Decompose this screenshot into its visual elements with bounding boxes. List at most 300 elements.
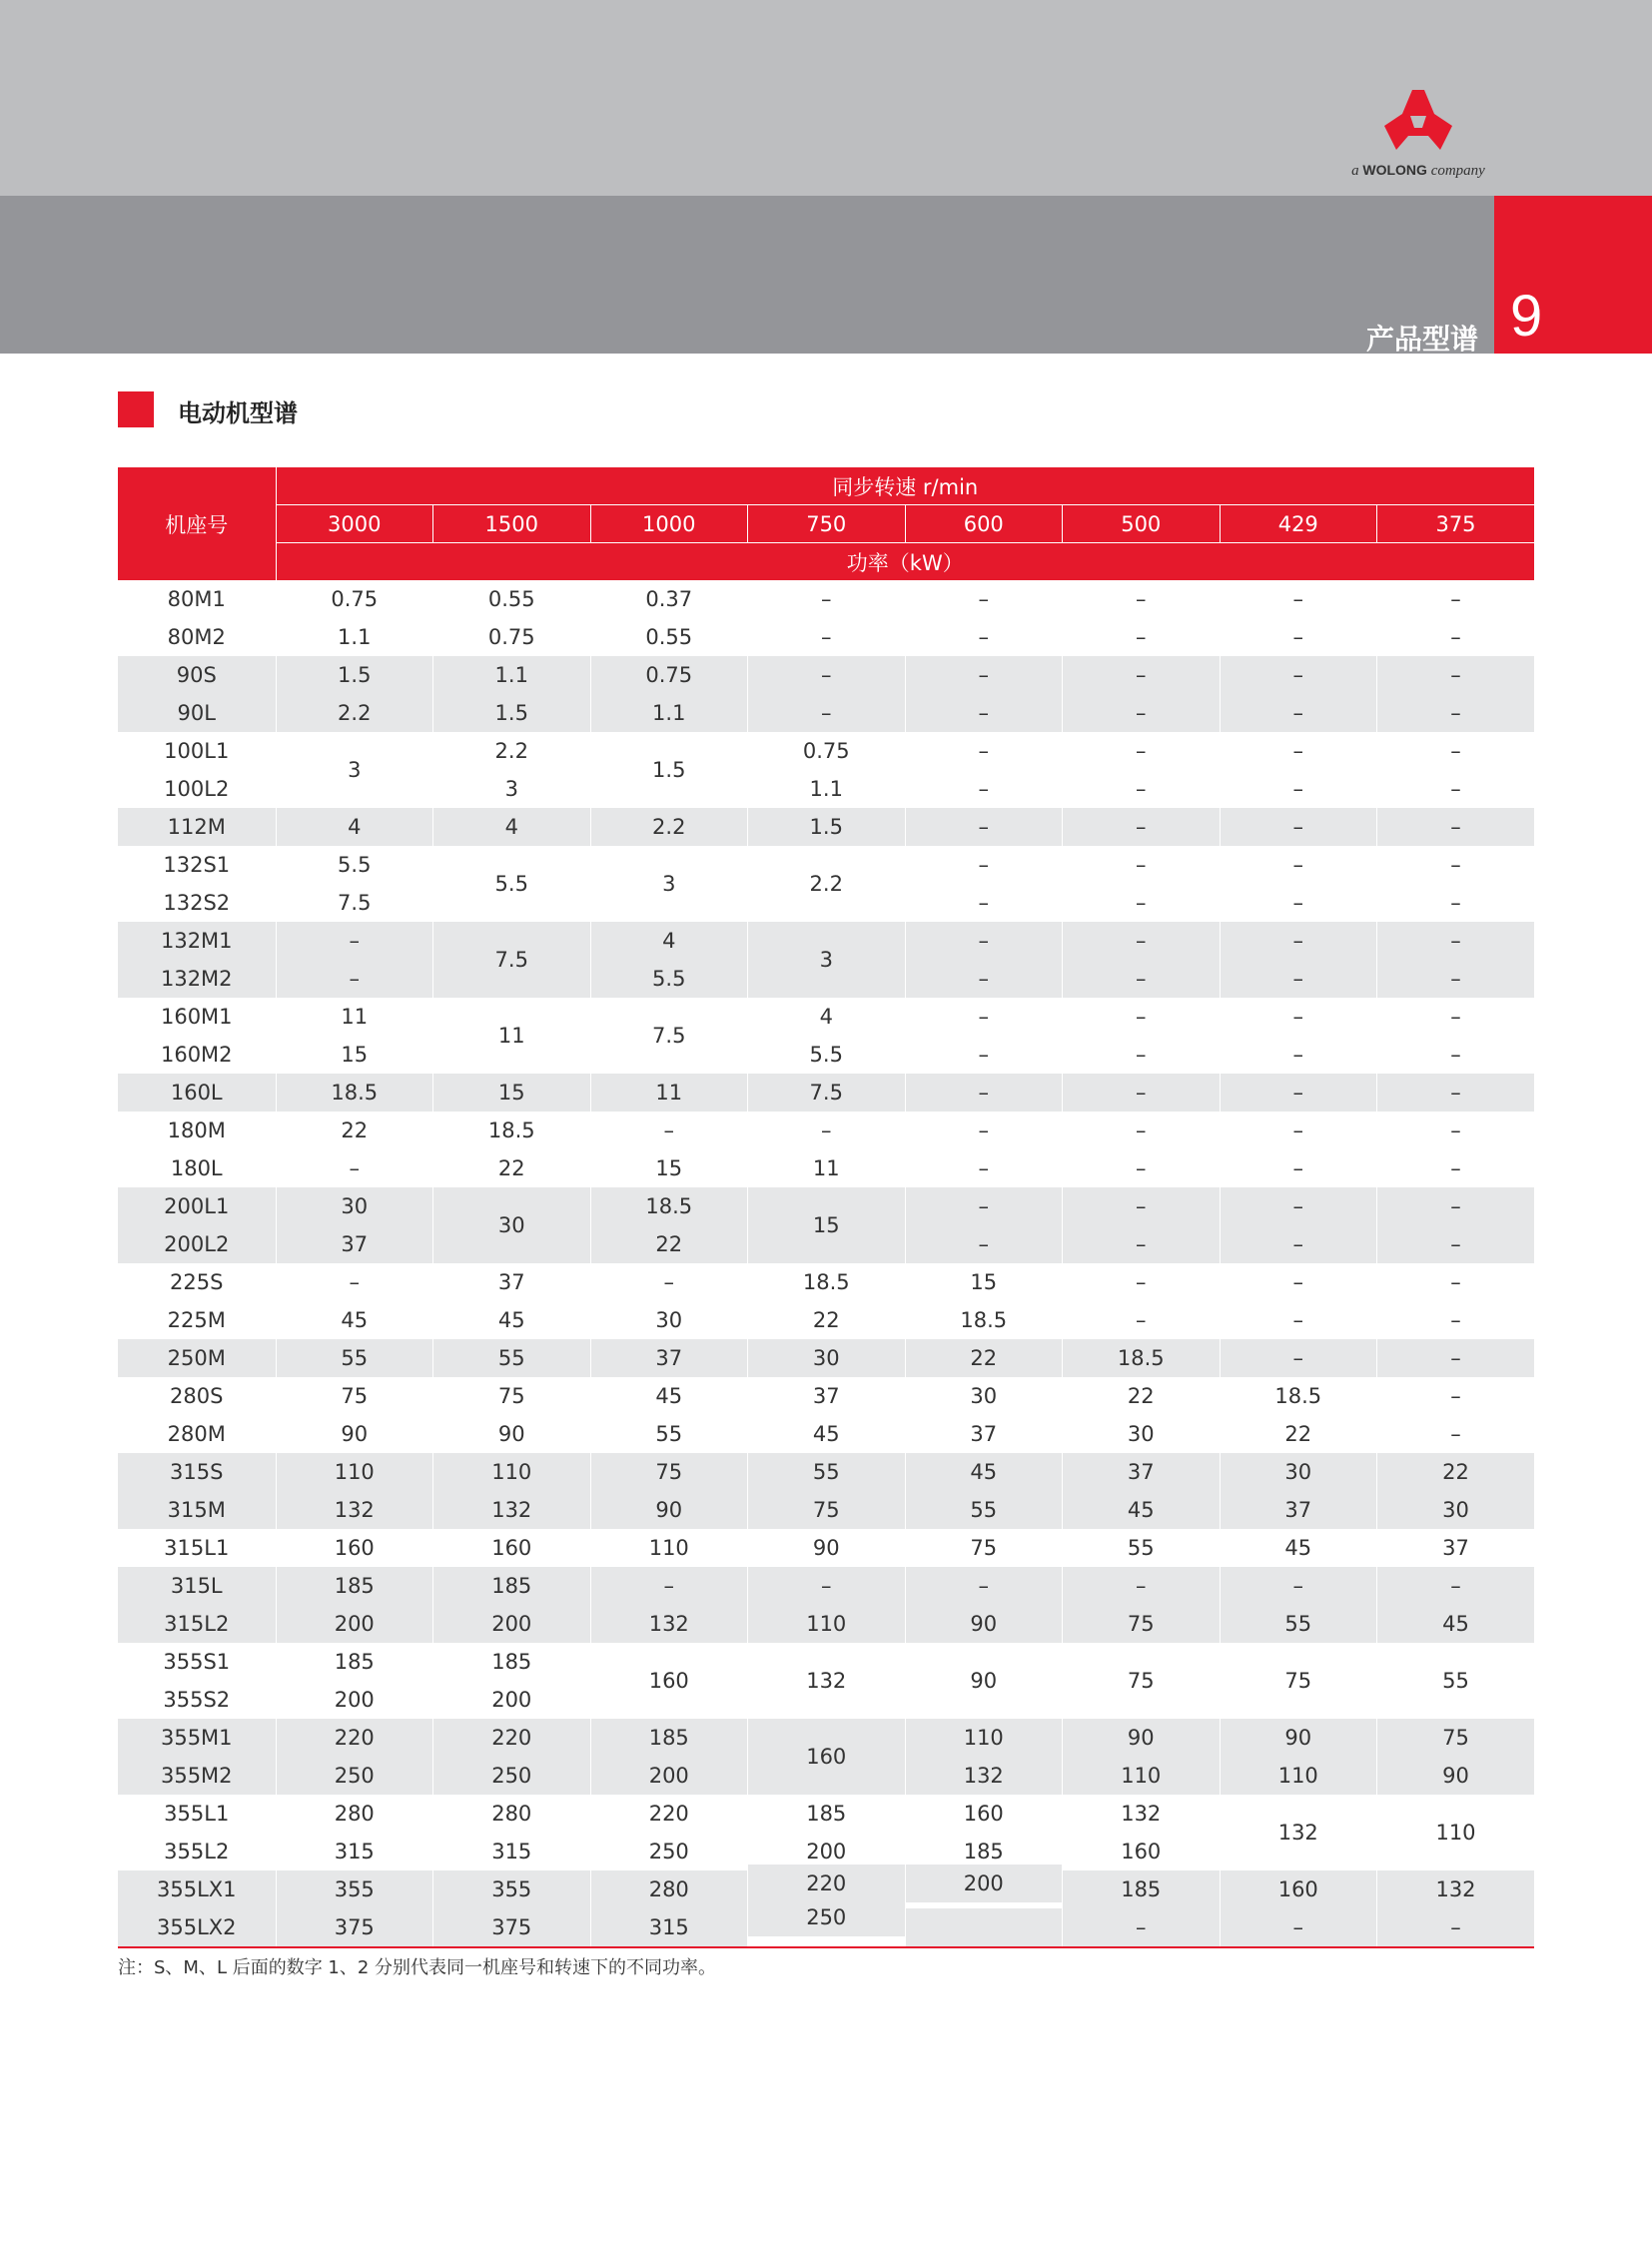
- power-cell: 110: [1377, 1795, 1535, 1870]
- power-cell: –: [1063, 1908, 1221, 1947]
- power-cell: 15: [276, 1036, 433, 1074]
- power-cell: –: [1377, 998, 1535, 1036]
- power-cell: –: [1063, 1149, 1221, 1187]
- frame-cell: 280S: [170, 1384, 224, 1408]
- power-cell: 132: [276, 1491, 433, 1529]
- power-cell: –: [1063, 618, 1221, 656]
- power-cell: –: [1063, 960, 1221, 998]
- power-cell: 110: [1063, 1757, 1221, 1795]
- power-cell: 0.75: [276, 580, 433, 618]
- power-cell: 18.5: [1063, 1339, 1221, 1377]
- power-cell: 160: [905, 1795, 1063, 1833]
- table-row: [118, 1263, 1534, 1301]
- frame-cell: 355S1: [163, 1650, 231, 1674]
- power-cell: 280: [276, 1795, 433, 1833]
- power-cell: 132: [1220, 1795, 1377, 1870]
- power-cell: 11: [590, 1074, 748, 1112]
- power-cell: 2.2: [590, 808, 748, 846]
- power-cell: 22: [276, 1112, 433, 1149]
- power-cell: 45: [905, 1453, 1063, 1491]
- power-cell: –: [748, 580, 906, 618]
- power-cell: 185: [590, 1719, 748, 1757]
- table-row: [118, 1377, 1534, 1415]
- power-cell: 75: [1063, 1605, 1221, 1643]
- frame-cell: 160M2: [160, 1043, 233, 1067]
- power-cell: 110: [905, 1719, 1063, 1757]
- power-cell: –: [1063, 1074, 1221, 1112]
- power-cell: 315: [590, 1908, 748, 1947]
- power-cell: –: [1377, 1225, 1535, 1263]
- power-cell: –: [1377, 808, 1535, 846]
- power-cell: 1.1: [276, 618, 433, 656]
- frame-cell: 315L: [118, 1567, 276, 1605]
- power-cell: 0.37: [590, 580, 748, 618]
- power-cell: 30: [1220, 1453, 1377, 1491]
- power-cell: 22: [433, 1149, 591, 1187]
- power-cell: –: [905, 1112, 1063, 1149]
- power-cell: –: [1377, 1187, 1535, 1225]
- power-cell: 7.5: [276, 884, 433, 922]
- power-cell: –: [1063, 998, 1221, 1036]
- power-cell: 110: [433, 1453, 591, 1491]
- power-cell: 185: [1063, 1870, 1221, 1908]
- power-cell: 18.5: [1220, 1377, 1377, 1415]
- table-note: 注：S、M、L 后面的数字 1、2 分别代表同一机座号和转速下的不同功率。: [118, 1957, 717, 1978]
- frame-cell: 80M2: [167, 625, 226, 649]
- power-cell: 200: [276, 1605, 433, 1643]
- frame-cell: 80M1: [167, 587, 226, 611]
- power-cell: 185: [905, 1833, 1063, 1870]
- power-cell: 220: [433, 1719, 591, 1757]
- table-row: [118, 1453, 1534, 1491]
- power-cell: 15: [590, 1149, 748, 1187]
- power-cell: –: [1220, 1263, 1377, 1301]
- power-cell: 7.5: [590, 998, 748, 1074]
- power-cell: 75: [905, 1529, 1063, 1567]
- frame-cell: 200L2: [118, 1225, 276, 1263]
- power-cell: –: [1377, 1149, 1535, 1187]
- power-cell: 37: [433, 1263, 591, 1301]
- power-cell: 185: [276, 1567, 433, 1605]
- power-cell: 280: [433, 1795, 591, 1833]
- frame-cell: 132S1: [163, 853, 231, 877]
- power-cell: 0.75: [748, 732, 906, 770]
- power-cell: 45: [433, 1301, 591, 1339]
- power-cell: 0.75: [433, 618, 591, 656]
- power-cell: –: [1063, 1036, 1221, 1074]
- power-cell: 75: [433, 1377, 591, 1415]
- table-row: [118, 1567, 1534, 1605]
- power-cell: 315: [276, 1833, 433, 1870]
- power-cell: –: [1220, 960, 1377, 998]
- power-cell: 220: [276, 1719, 433, 1757]
- speed-header: 同步转速 r/min: [276, 467, 1534, 505]
- power-cell: 4: [748, 998, 906, 1036]
- power-cell: 55: [1063, 1529, 1221, 1567]
- power-cell: –: [1220, 1301, 1377, 1339]
- power-cell: –: [1220, 1187, 1377, 1225]
- power-cell: –: [748, 1112, 906, 1149]
- frame-cell: 315L2: [118, 1605, 276, 1643]
- speed-cell: 500: [1063, 505, 1221, 543]
- power-cell: –: [905, 960, 1063, 998]
- power-cell: 185: [276, 1643, 433, 1681]
- power-cell: 22: [748, 1301, 906, 1339]
- power-cell: –: [1063, 1301, 1221, 1339]
- wolong-emblem-icon: [1382, 86, 1454, 156]
- power-cell: –: [1220, 694, 1377, 732]
- power-cell: –: [276, 1263, 433, 1301]
- power-cell: –: [590, 1567, 748, 1605]
- power-cell: 0.55: [433, 580, 591, 618]
- power-cell: 30: [590, 1301, 748, 1339]
- frame-cell: 100L1: [164, 739, 230, 763]
- power-cell: –: [1377, 960, 1535, 998]
- power-cell: 75: [1063, 1643, 1221, 1719]
- power-cell: 250: [433, 1757, 591, 1795]
- frame-cell: 132M2: [118, 960, 276, 998]
- power-cell: 3: [276, 732, 433, 808]
- power-cell: 1.5: [433, 694, 591, 732]
- power-cell: 75: [276, 1377, 433, 1415]
- power-cell: 75: [590, 1453, 748, 1491]
- power-cell: –: [1063, 770, 1221, 808]
- power-cell: 4: [433, 808, 591, 846]
- power-cell: 220: [590, 1795, 748, 1833]
- power-cell: 185: [433, 1643, 591, 1681]
- power-cell: 375: [276, 1908, 433, 1947]
- speed-cell: 600: [905, 505, 1063, 543]
- power-cell: –: [1063, 846, 1221, 884]
- power-cell: 1.1: [433, 656, 591, 694]
- power-cell: 30: [276, 1187, 433, 1225]
- power-cell: 160: [748, 1719, 906, 1795]
- power-cell: 55: [748, 1453, 906, 1491]
- power-cell: –: [1377, 656, 1535, 694]
- power-cell: 2.2: [276, 694, 433, 732]
- power-cell: 15: [748, 1187, 906, 1263]
- power-cell: 160: [433, 1529, 591, 1567]
- power-cell: 22: [1377, 1453, 1535, 1491]
- power-cell: 5.5: [590, 960, 748, 998]
- power-cell: –: [276, 960, 433, 998]
- frame-cell: 100L2: [164, 777, 230, 801]
- power-cell: –: [1220, 1908, 1377, 1947]
- power-cell: –: [1063, 922, 1221, 960]
- power-cell: –: [1220, 884, 1377, 922]
- power-cell: 5.5: [276, 846, 433, 884]
- power-cell: 132: [433, 1491, 591, 1529]
- power-cell: 18.5: [590, 1187, 748, 1225]
- power-cell: 90: [1377, 1757, 1535, 1795]
- power-cell: –: [905, 770, 1063, 808]
- power-cell: 22: [590, 1225, 748, 1263]
- power-cell: 160: [276, 1529, 433, 1567]
- power-cell: 18.5: [905, 1301, 1063, 1339]
- power-cell: 132: [1063, 1795, 1221, 1833]
- speed-cell: 429: [1220, 505, 1377, 543]
- table-row: [118, 1415, 1534, 1453]
- table-row: [118, 618, 1534, 656]
- power-cell: 37: [276, 1225, 433, 1263]
- power-cell: 90: [1220, 1719, 1377, 1757]
- frame-cell: 90S: [118, 656, 276, 694]
- power-cell: –: [1220, 1036, 1377, 1074]
- power-cell: 375: [433, 1908, 591, 1947]
- power-cell: –: [1377, 922, 1535, 960]
- power-cell: 18.5: [276, 1074, 433, 1112]
- power-cell: 250: [276, 1757, 433, 1795]
- logo-caption: a WOLONG company: [1351, 162, 1485, 179]
- power-cell: –: [1220, 808, 1377, 846]
- frame-cell: 200L1: [118, 1187, 276, 1225]
- speed-cell: 1500: [433, 505, 591, 543]
- power-cell: –: [905, 732, 1063, 770]
- power-cell: 15: [433, 1074, 591, 1112]
- power-cell: –: [1377, 1301, 1535, 1339]
- power-cell: –: [1377, 732, 1535, 770]
- table-row: [118, 1036, 1534, 1074]
- section-label: 产品型谱: [1365, 323, 1478, 356]
- table-row: [118, 1301, 1534, 1339]
- power-cell: 30: [905, 1377, 1063, 1415]
- power-cell: 15: [905, 1263, 1063, 1301]
- power-cell: 2.2: [748, 846, 906, 922]
- power-cell: 11: [276, 998, 433, 1036]
- section-title: 电动机型谱: [178, 399, 298, 427]
- power-cell: –: [1220, 922, 1377, 960]
- power-cell: 4: [276, 808, 433, 846]
- power-cell: –: [1377, 1567, 1535, 1605]
- power-cell: 185: [433, 1567, 591, 1605]
- power-cell: 90: [905, 1643, 1063, 1719]
- power-cell: –: [1063, 1225, 1221, 1263]
- power-cell: –: [1063, 732, 1221, 770]
- table-row: [118, 1112, 1534, 1149]
- power-cell: –: [905, 656, 1063, 694]
- power-cell: –: [1377, 1112, 1535, 1149]
- speed-cell: 3000: [276, 505, 433, 543]
- power-cell: 45: [1377, 1605, 1535, 1643]
- table-row: [118, 1491, 1534, 1529]
- power-cell: 3: [433, 770, 591, 808]
- power-cell: 90: [748, 1529, 906, 1567]
- power-cell: 55: [905, 1491, 1063, 1529]
- power-cell: 1.1: [748, 770, 906, 808]
- power-cell: 5.5: [748, 1036, 906, 1074]
- power-cell: –: [905, 694, 1063, 732]
- table-row: [118, 808, 1534, 846]
- table-row: [118, 998, 1534, 1036]
- power-cell: –: [590, 1112, 748, 1149]
- power-cell: 4: [590, 922, 748, 960]
- power-cell: –: [1063, 1567, 1221, 1605]
- power-cell: 200: [276, 1681, 433, 1719]
- power-cell: –: [1377, 1415, 1535, 1453]
- power-cell: –: [1220, 580, 1377, 618]
- power-cell: 75: [1377, 1719, 1535, 1757]
- power-cell: 7.5: [748, 1074, 906, 1112]
- power-cell: –: [590, 1263, 748, 1301]
- table-row: [118, 580, 1534, 618]
- power-cell: 220: [748, 1865, 906, 1902]
- frame-cell: 315S: [118, 1453, 276, 1491]
- power-cell: 90: [905, 1605, 1063, 1643]
- power-cell: 5.5: [433, 846, 591, 922]
- power-cell: 90: [276, 1415, 433, 1453]
- power-cell: –: [1063, 580, 1221, 618]
- power-cell: 0.75: [590, 656, 748, 694]
- table-row: [118, 1908, 1534, 1947]
- power-cell: 45: [1220, 1529, 1377, 1567]
- power-cell: 45: [276, 1301, 433, 1339]
- power-cell: –: [748, 694, 906, 732]
- frame-cell: 160M1: [160, 1005, 233, 1029]
- power-cell: 200: [748, 1833, 906, 1870]
- power-cell: 45: [590, 1377, 748, 1415]
- frame-cell: 355S2: [163, 1688, 231, 1712]
- power-cell: 3: [748, 922, 906, 998]
- power-cell: –: [748, 618, 906, 656]
- power-cell: 45: [748, 1415, 906, 1453]
- power-cell: 55: [1377, 1643, 1535, 1719]
- power-cell: 2.2: [433, 732, 591, 770]
- power-cell: 55: [276, 1339, 433, 1377]
- table-row: [118, 1074, 1534, 1112]
- table-row: [118, 1605, 1534, 1643]
- power-cell: –: [1063, 1187, 1221, 1225]
- power-cell: –: [905, 922, 1063, 960]
- frame-cell: 315L1: [164, 1536, 230, 1560]
- power-cell: 132: [748, 1643, 906, 1719]
- power-cell: 1.5: [590, 732, 748, 808]
- power-cell: 185: [748, 1795, 906, 1833]
- power-cell: 132: [1377, 1870, 1535, 1908]
- power-cell: –: [276, 922, 433, 960]
- power-cell: –: [1220, 1112, 1377, 1149]
- power-cell: 22: [1220, 1415, 1377, 1453]
- power-cell: 250: [590, 1833, 748, 1870]
- power-cell: 11: [748, 1149, 906, 1187]
- power-cell: –: [1063, 1112, 1221, 1149]
- power-cell: 45: [1063, 1491, 1221, 1529]
- page-tab: [1494, 196, 1652, 354]
- power-cell: –: [1220, 1567, 1377, 1605]
- power-cell: –: [1377, 618, 1535, 656]
- table-row: [118, 1339, 1534, 1377]
- power-cell: 37: [905, 1415, 1063, 1453]
- power-cell: 315: [433, 1833, 591, 1870]
- table-row: [118, 1795, 1534, 1833]
- speed-row: [118, 505, 1534, 543]
- frame-cell: 112M: [118, 808, 276, 846]
- power-cell: –: [1377, 884, 1535, 922]
- frame-cell: 280M: [167, 1422, 226, 1446]
- power-cell: 30: [433, 1187, 591, 1263]
- power-cell: 3: [590, 846, 748, 922]
- power-cell: –: [905, 1036, 1063, 1074]
- table-row: [118, 1719, 1534, 1757]
- frame-header: 机座号: [118, 467, 276, 580]
- power-cell: –: [1220, 1074, 1377, 1112]
- power-cell: 200: [590, 1757, 748, 1795]
- power-cell: –: [276, 1149, 433, 1187]
- power-cell: 160: [1063, 1833, 1221, 1870]
- power-cell: 30: [1377, 1491, 1535, 1529]
- frame-cell: 355LX1: [118, 1870, 276, 1908]
- frame-cell: 225S: [170, 1270, 224, 1294]
- power-cell: –: [905, 1074, 1063, 1112]
- power-cell: 110: [590, 1529, 748, 1567]
- table-row: [118, 732, 1534, 770]
- power-cell: 250: [748, 1898, 906, 1937]
- table-row: [118, 694, 1534, 732]
- speed-cell: 1000: [590, 505, 748, 543]
- page-number: 9: [1510, 284, 1543, 349]
- power-cell: –: [1377, 1377, 1535, 1415]
- power-cell: 22: [1063, 1377, 1221, 1415]
- power-cell: –: [1377, 580, 1535, 618]
- power-cell: 280: [590, 1870, 748, 1908]
- power-cell: 30: [1063, 1415, 1221, 1453]
- power-cell: 90: [590, 1491, 748, 1529]
- frame-cell: 355L1: [164, 1802, 230, 1826]
- power-cell: –: [1220, 1339, 1377, 1377]
- frame-cell: 132S2: [163, 891, 231, 915]
- frame-cell: 132M1: [118, 922, 276, 960]
- power-cell: 30: [748, 1339, 906, 1377]
- power-cell: 355: [433, 1870, 591, 1908]
- power-cell: 200: [433, 1681, 591, 1719]
- power-cell: –: [1377, 1263, 1535, 1301]
- power-cell: 1.5: [276, 656, 433, 694]
- frame-cell: 355M1: [118, 1719, 276, 1757]
- power-cell: –: [1220, 1225, 1377, 1263]
- power-cell: 37: [1220, 1491, 1377, 1529]
- frame-cell: 160L: [118, 1074, 276, 1112]
- frame-cell: 315M: [118, 1491, 276, 1529]
- power-cell: –: [1377, 1908, 1535, 1947]
- table-row: [118, 922, 1534, 960]
- power-cell: 110: [748, 1605, 906, 1643]
- table-row: [118, 1643, 1534, 1681]
- motor-spec-table: [118, 467, 1534, 1948]
- power-cell: 90: [1063, 1719, 1221, 1757]
- power-cell: 200: [905, 1865, 1063, 1902]
- power-cell: –: [1377, 1074, 1535, 1112]
- power-cell: –: [1063, 808, 1221, 846]
- power-cell: –: [1220, 770, 1377, 808]
- power-cell: –: [905, 618, 1063, 656]
- power-cell: 75: [1220, 1643, 1377, 1719]
- power-cell: 110: [1220, 1757, 1377, 1795]
- power-cell: 1.1: [590, 694, 748, 732]
- power-cell: –: [1377, 1036, 1535, 1074]
- power-cell: 200: [433, 1605, 591, 1643]
- power-cell: 75: [748, 1491, 906, 1529]
- power-cell: –: [1377, 846, 1535, 884]
- power-cell: –: [1377, 770, 1535, 808]
- power-cell: –: [1063, 656, 1221, 694]
- power-cell: –: [1220, 732, 1377, 770]
- power-cell: –: [905, 998, 1063, 1036]
- power-cell: –: [905, 1149, 1063, 1187]
- power-cell: 132: [590, 1605, 748, 1643]
- table-row: [118, 1149, 1534, 1187]
- power-cell: –: [1063, 884, 1221, 922]
- power-cell: 11: [433, 998, 591, 1074]
- power-cell: 90: [433, 1415, 591, 1453]
